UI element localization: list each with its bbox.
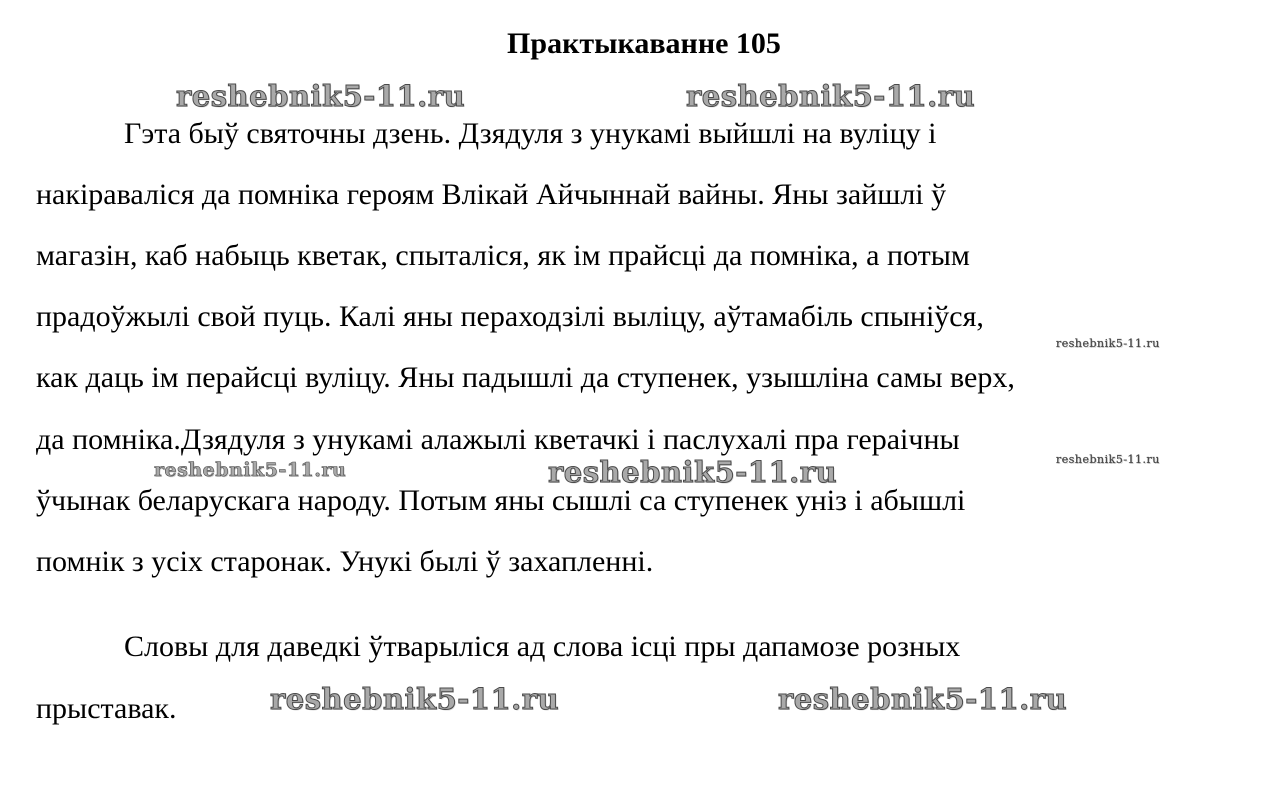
watermark-bottom-left: reshebnik5-11.ru <box>270 682 560 716</box>
text-line: Словы для даведкі ўтварыліся ад слова ісці пры дапамозе розных <box>124 630 961 663</box>
watermark-mid-left: reshebnik5-11.ru <box>154 459 347 481</box>
text-line: ўчынак беларускага народу. Потым яны сышлі са ступенек уніз і абышлі <box>36 484 966 517</box>
text-line: магазін, каб набыць кветак, спыталіся, як ім прайсці да помніка, а потым <box>36 239 970 272</box>
watermark-small-right-2: reshebnik5-11.ru <box>1056 453 1160 466</box>
text-line: Гэта быў святочны дзень. Дзядуля з унукамі выйшлі на вуліцу і <box>124 117 937 150</box>
text-line: как даць ім перайсці вуліцу. Яны падышлі да ступенек, узышліна самы верх, <box>36 361 1015 394</box>
watermark-mid-center: reshebnik5-11.ru <box>548 455 838 489</box>
watermark-top-left: reshebnik5-11.ru <box>176 79 466 113</box>
watermark-small-right-1: reshebnik5-11.ru <box>1056 337 1160 350</box>
text-line: да помніка.Дзядуля з унукамі алажылі кветачкі і паслухалі пра гераічны <box>36 423 960 456</box>
text-line: помнік з усіх старонак. Унукі былі ў захапленні. <box>36 545 654 578</box>
text-line: прадоўжылі свой пуць. Калі яны пераходзілі выліцу, аўтамабіль спыніўся, <box>36 300 984 333</box>
text-line: прыставак. <box>36 692 177 725</box>
text-line: накіраваліся да помніка героям Влікай Айчыннай вайны. Яны зайшлі ў <box>36 178 947 211</box>
watermark-bottom-right: reshebnik5-11.ru <box>778 682 1068 716</box>
page-title: Практыкаванне 105 <box>507 27 781 60</box>
watermark-top-right: reshebnik5-11.ru <box>686 79 976 113</box>
